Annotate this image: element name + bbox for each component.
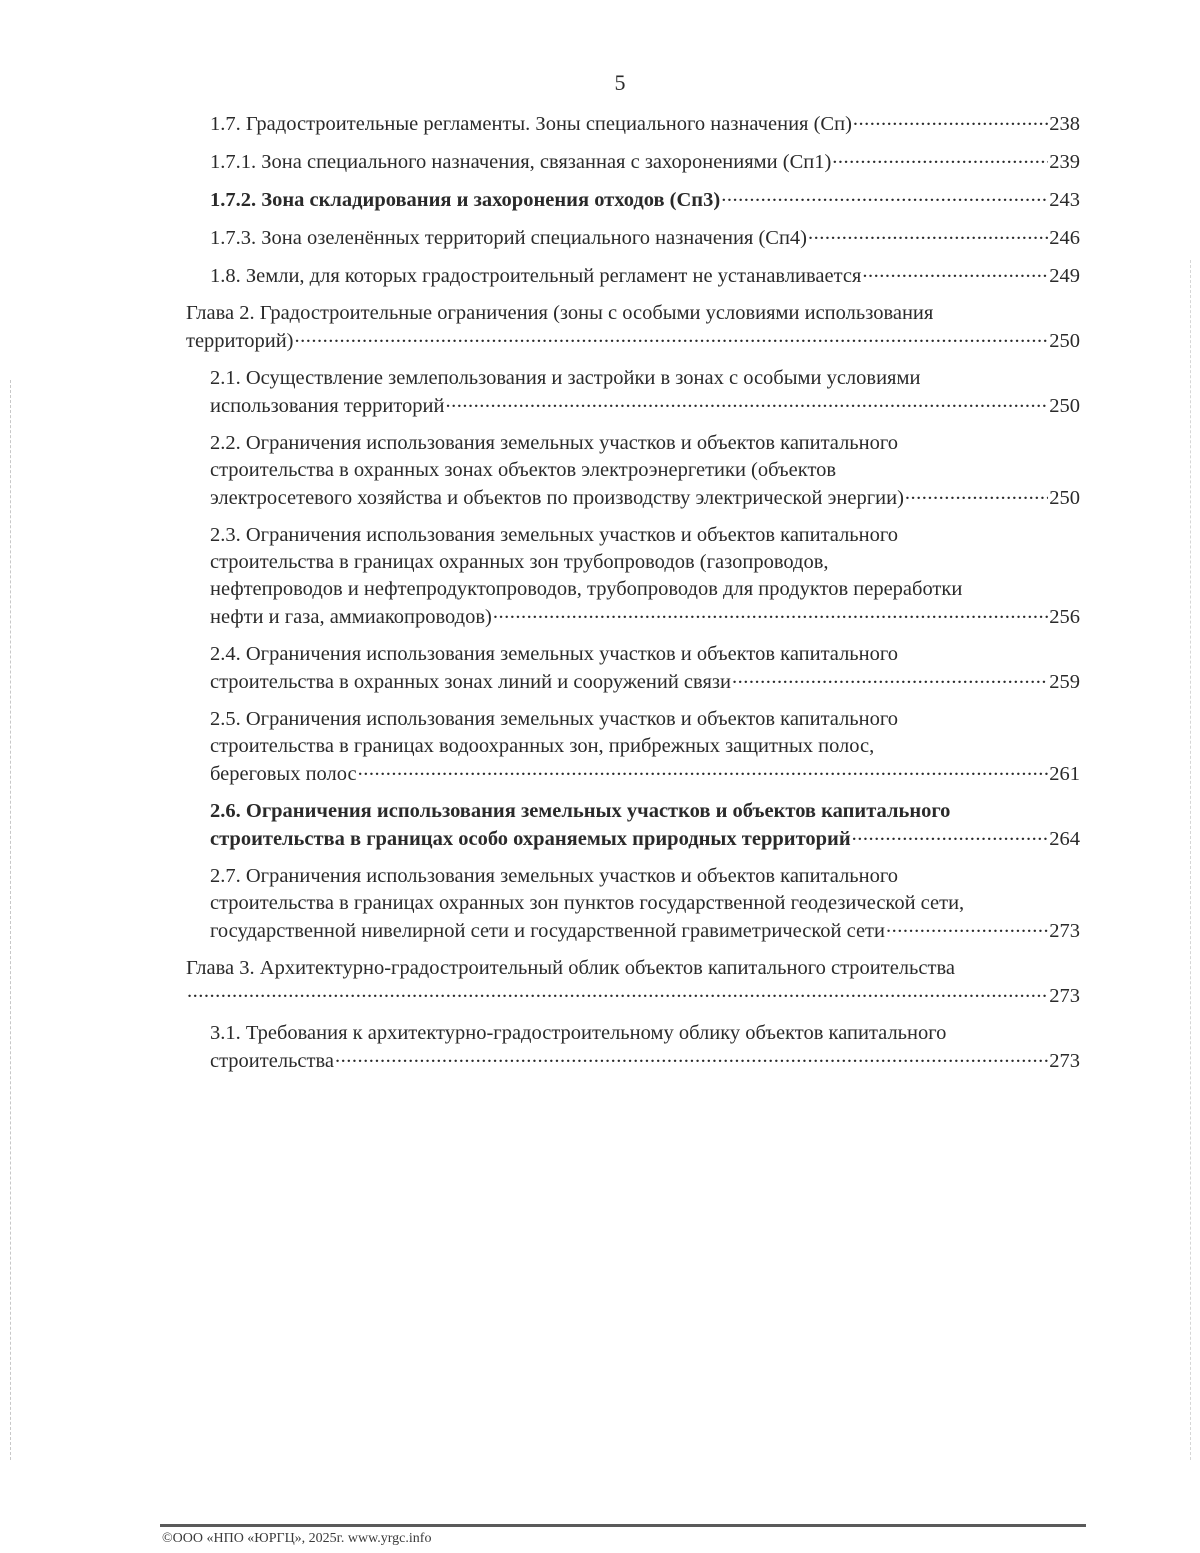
toc-entry-title: государственной нивелирной сети и государственной гравиметрической сети [210, 920, 885, 942]
toc-entry[interactable] [210, 798, 1080, 853]
toc-entry-title: 1.7.1. Зона специального назначения, связанная с захоронениями (Сп1) [210, 151, 832, 173]
toc-entry-page-number: 239 [1049, 151, 1080, 173]
toc-entry-title: территорий) [186, 330, 294, 352]
toc-entry-last-line [210, 224, 1080, 252]
toc-entry-page-number: 273 [1049, 985, 1080, 1007]
toc-entry-title-line: 2.3. Ограничения использования земельных участков и объектов капитального [210, 524, 899, 546]
scan-edge-left [10, 380, 12, 1460]
toc-entry-last-line [210, 668, 1080, 696]
toc-entry-last-line [210, 110, 1080, 138]
toc-entry[interactable] [210, 110, 1080, 138]
toc-entry-page-number: 261 [1049, 763, 1080, 785]
scan-edge-right [1190, 260, 1192, 1460]
toc-entry-title: строительства в границах особо охраняемых природных территорий [210, 828, 851, 850]
toc-entry-title: 1.7.2. Зона складирования и захоронения отходов (Сп3) [210, 189, 721, 211]
toc-entry-page-number: 250 [1049, 330, 1080, 352]
toc-entry-title-line: строительства в границах охранных зон трубопроводов (газопроводов, [210, 551, 829, 573]
toc-entry[interactable] [210, 186, 1080, 214]
toc-entry-last-line [186, 327, 1080, 355]
toc-entry[interactable] [210, 262, 1080, 290]
toc-entry-title-line: 2.2. Ограничения использования земельных участков и объектов капитального [210, 432, 899, 454]
toc-entry-last-line [210, 262, 1080, 290]
toc-entry-title: нефти и газа, аммиакопроводов) [210, 606, 492, 628]
dot-leader [832, 148, 1048, 168]
toc-entry[interactable] [186, 300, 1080, 355]
toc-entry-page-number: 259 [1049, 671, 1080, 693]
toc-entry-page-number: 243 [1049, 189, 1080, 211]
dot-leader [808, 224, 1048, 244]
toc-entry[interactable] [210, 522, 1080, 631]
toc-entry[interactable] [210, 148, 1080, 176]
dot-leader [721, 186, 1048, 206]
toc-entry-page-number: 249 [1049, 265, 1080, 287]
toc-entry-last-line [210, 484, 1080, 512]
footer-copyright: ©ООО «НПО «ЮРГЦ», 2025г. www.yrgc.info [162, 1531, 432, 1546]
footer-rule [160, 1524, 1086, 1527]
toc-entry-title-line: Глава 3. Архитектурно-градостроительный облик объектов капитального строительства [186, 957, 955, 979]
toc-entry-title-line: строительства в границах водоохранных зон, прибрежных защитных полос, [210, 735, 875, 757]
toc-entry-title-line: строительства в охранных зонах объектов электроэнергетики (объектов [210, 459, 837, 481]
toc-entry-title-line: 2.5. Ограничения использования земельных участков и объектов капитального [210, 708, 899, 730]
toc-entry-page-number: 264 [1049, 828, 1080, 850]
toc-entry-title: 1.7. Градостроительные регламенты. Зоны специального назначения (Сп) [210, 113, 852, 135]
toc-entry-title-line: 2.6. Ограничения использования земельных участков и объектов капитального [210, 800, 951, 822]
toc-entry-page-number: 256 [1049, 606, 1080, 628]
toc-entry[interactable] [210, 365, 1080, 420]
toc-entry-title-line: 2.1. Осуществление землепользования и застройки в зонах с особыми условиями [210, 367, 921, 389]
dot-leader [905, 484, 1048, 504]
dot-leader [853, 110, 1048, 130]
toc-entry-last-line [210, 760, 1080, 788]
toc-entry-page-number: 250 [1049, 395, 1080, 417]
dot-leader [852, 825, 1049, 845]
toc-entry-title-line: 2.7. Ограничения использования земельных участков и объектов капитального [210, 865, 899, 887]
toc-entry-page-number: 250 [1049, 487, 1080, 509]
toc-entry[interactable] [210, 430, 1080, 512]
page-number: 5 [614, 70, 626, 95]
toc-entry-page-number: 246 [1049, 227, 1080, 249]
toc-entry[interactable] [210, 706, 1080, 788]
toc-entry-last-line [210, 186, 1080, 214]
toc-entry-title: строительства [210, 1050, 334, 1072]
dot-leader [187, 982, 1048, 1002]
toc-entry-title: 1.8. Земли, для которых градостроительный регламент не устанавливается [210, 265, 862, 287]
toc-entry-last-line [210, 825, 1080, 853]
toc-entry-title-line: Глава 2. Градостроительные ограничения (зоны с особыми условиями использования [186, 302, 934, 324]
toc-entry-last-line [210, 1047, 1080, 1075]
dot-leader [732, 668, 1048, 688]
toc-entry-page-number: 273 [1049, 1050, 1080, 1072]
dot-leader [862, 262, 1048, 282]
dot-leader [335, 1047, 1048, 1067]
toc-entry-page-number: 238 [1049, 113, 1080, 135]
toc-entry-last-line [210, 392, 1080, 420]
toc-entry-title: электросетевого хозяйства и объектов по производству электрической энергии) [210, 487, 904, 509]
toc-entry-last-line [186, 982, 1080, 1010]
toc-entry[interactable] [210, 224, 1080, 252]
toc-entry-last-line [210, 148, 1080, 176]
dot-leader [295, 327, 1049, 347]
toc-entry[interactable] [210, 1020, 1080, 1075]
toc-entry-last-line [210, 603, 1080, 631]
toc-entry[interactable] [210, 641, 1080, 696]
toc-entry-title-line: 2.4. Ограничения использования земельных участков и объектов капитального [210, 643, 899, 665]
table-of-contents [186, 110, 1080, 1085]
toc-entry-title-line: нефтепроводов и нефтепродуктопроводов, трубопроводов для продуктов переработки [210, 578, 963, 600]
toc-entry[interactable] [210, 863, 1080, 945]
toc-entry-title: 1.7.3. Зона озеленённых территорий специального назначения (Сп4) [210, 227, 808, 249]
dot-leader [358, 760, 1049, 780]
toc-entry-title: строительства в охранных зонах линий и сооружений связи [210, 671, 731, 693]
toc-entry[interactable] [186, 955, 1080, 1010]
toc-entry-title: береговых полос [210, 763, 357, 785]
toc-entry-title-line: строительства в границах охранных зон пунктов государственной геодезической сети, [210, 892, 965, 914]
dot-leader [493, 603, 1048, 623]
toc-entry-title-line: 3.1. Требования к архитектурно-градостроительному облику объектов капитального [210, 1022, 947, 1044]
dot-leader [886, 917, 1048, 937]
toc-entry-title: использования территорий [210, 395, 445, 417]
dot-leader [446, 392, 1049, 412]
toc-entry-last-line [210, 917, 1080, 945]
toc-entry-page-number: 273 [1049, 920, 1080, 942]
